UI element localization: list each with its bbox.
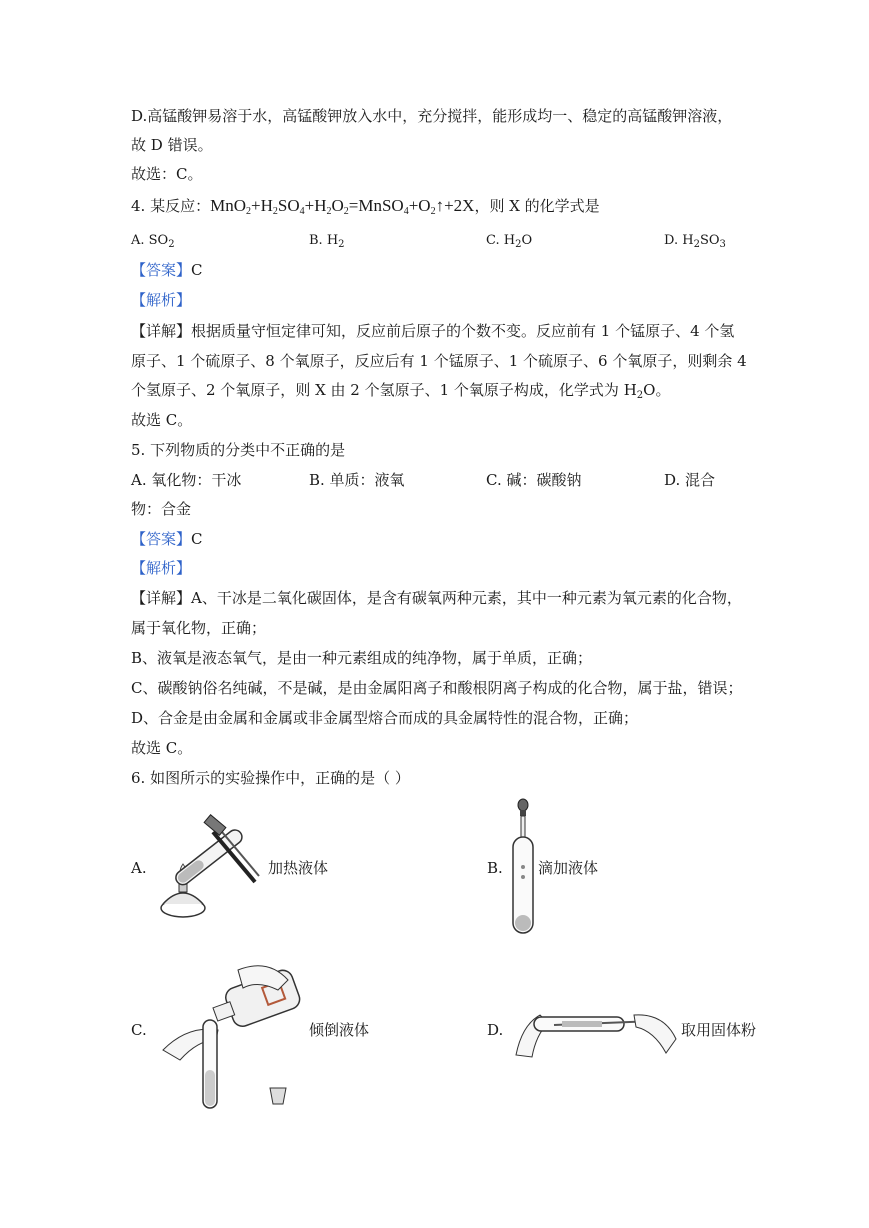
question-6-stem: 6. 如图所示的实验操作中，正确的是（ ）	[131, 769, 410, 787]
option-a-label: 加热液体	[268, 859, 329, 877]
answer-line	[131, 260, 203, 280]
option-c-label: 倾倒液体	[309, 1021, 370, 1039]
question-5-stem: 5. 下列物质的分类中不正确的是	[131, 441, 346, 459]
chemical-equation: $MnO_2+H_2SO_4+H_2O_2=MnSO_4+O_2↑+2X$	[210, 196, 475, 217]
detail-tag: 【详解】	[131, 322, 192, 340]
option-d-label: 取用固体粉	[681, 1021, 757, 1039]
option-c-letter: C.	[131, 1021, 147, 1039]
detail-line: C、碳酸钠俗名纯碱，不是碱，是由金属阳离子和酸根阴离子构成的化合物，属于盐，错误；	[131, 679, 743, 697]
taking-powder-illustration	[514, 995, 680, 1061]
detail-line: 【详解】A、干冰是二氧化碳固体，是含有碳氧两种元素，其中一种元素为氧元素的化合物，	[131, 589, 742, 607]
answer-tag: 【答案】	[131, 530, 192, 548]
detail-line: 原子、1 个硫原子、8 个氧原子，反应后有 1 个锰原子、1 个硫原子、6 个氧原子，则剩余 4	[131, 352, 747, 370]
conclusion: 故选 C。	[131, 411, 193, 429]
option-c: C. $H_2O$	[486, 233, 533, 250]
detail-line: 属于氧化物，正确；	[131, 619, 267, 637]
analysis-tag: 【解析】	[131, 559, 192, 577]
option-d: D. $H_2SO_3$	[664, 233, 726, 250]
detail-line: 个氢原子、2 个氧原子，则 X 由 2 个氢原子、1 个氧原子构成，化学式为 $H_2O$。	[131, 381, 671, 401]
answer-line	[131, 529, 203, 549]
text-line: D.高锰酸钾易溶于水，高锰酸钾放入水中，充分搅拌，能形成均一、稳定的高锰酸钾溶液，	[131, 107, 733, 125]
text-line: 故 D 错误。	[131, 136, 213, 154]
answer-value: C	[191, 261, 203, 279]
option-b: B. 单质：液氧	[309, 471, 405, 489]
option-c: C. 碱：碳酸钠	[486, 471, 582, 489]
question-4-stem	[131, 196, 600, 222]
option-b-label: 滴加液体	[538, 859, 599, 877]
analysis-tag: 【解析】	[131, 291, 192, 309]
option-b: B. $H_2$	[309, 233, 345, 250]
detail-tag: 【详解】	[131, 589, 192, 607]
heating-liquid-illustration	[155, 812, 265, 924]
answer-tag: 【答案】	[131, 261, 192, 279]
detail-line: 【详解】根据质量守恒定律可知，反应前后原子的个数不变。反应前有 1 个锰原子、4 个氢	[131, 322, 735, 340]
option-d-letter: D.	[487, 1021, 504, 1039]
text-line: 故选：C。	[131, 165, 203, 183]
pouring-liquid-illustration	[158, 960, 308, 1110]
option-d-wrap: 物：合金	[131, 500, 192, 518]
detail-line: B、液氧是液态氧气，是由一种元素组成的纯净物，属于单质，正确；	[131, 649, 593, 667]
option-b-letter: B.	[487, 859, 503, 877]
dropping-liquid-illustration	[508, 797, 538, 939]
conclusion: 故选 C。	[131, 739, 193, 757]
question-prefix: 4. 某反应：	[131, 197, 211, 215]
option-a: A. $SO_2$	[131, 233, 175, 250]
option-d: D. 混合	[664, 471, 716, 489]
option-a-letter: A.	[131, 859, 147, 877]
answer-value: C	[191, 530, 203, 548]
option-a: A. 氧化物：干冰	[131, 471, 242, 489]
detail-line: D、合金是由金属和金属或非金属型熔合而成的具金属特性的混合物，正确；	[131, 709, 639, 727]
question-suffix: ，则 X 的化学式是	[474, 197, 600, 215]
